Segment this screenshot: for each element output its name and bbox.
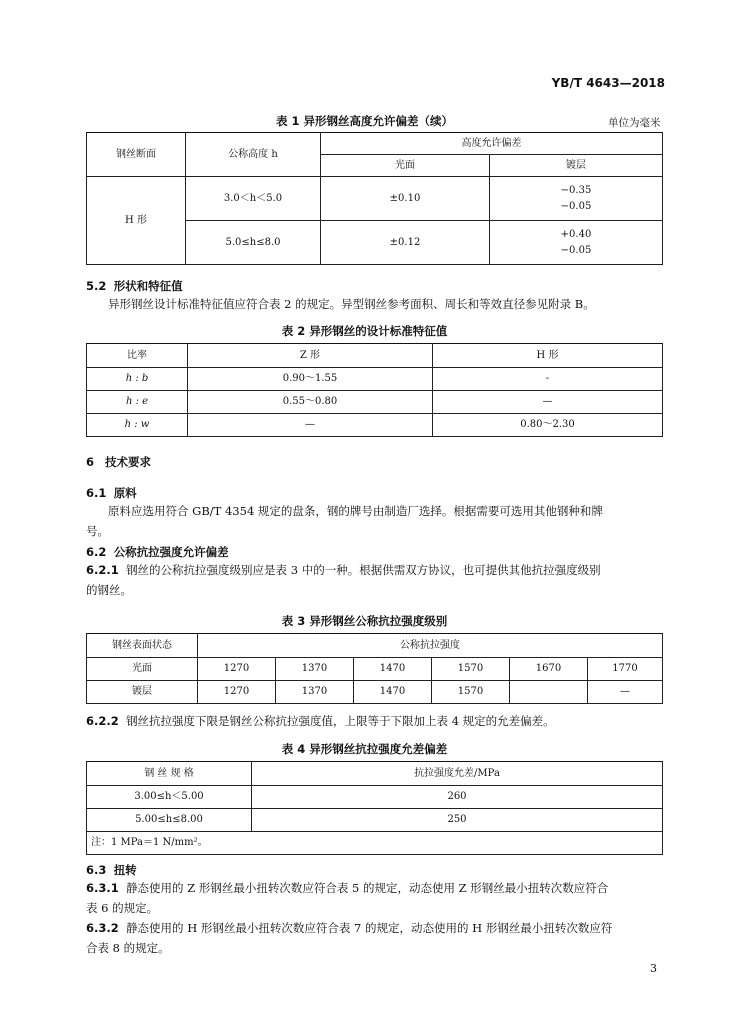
section-6-3-2-text-line1: 6.3.2 静态使用的 H 形钢丝最小扭转次数应符合表 7 的规定，动态使用的 H 形钢丝最小扭转次数应符 xyxy=(86,921,613,935)
table3-cell: 1470 xyxy=(354,658,432,681)
section-6-1-text-line1: 原料应选用符合 GB/T 4354 规定的盘条，钢的牌号由制造厂选择。根据需要可选用其他钢种和牌 xyxy=(108,504,603,518)
table2-row1-ratio: h : b xyxy=(87,368,188,391)
table1-row2-height: 5.0≤h≤8.0 xyxy=(186,221,321,265)
table2-row3-h: 0.80～2.30 xyxy=(433,414,663,437)
table1-caption: 表 1 异形钢丝高度允许偏差（续） xyxy=(275,114,453,128)
page-number: 3 xyxy=(650,962,657,975)
table1-header-deviation: 高度允许偏差 xyxy=(321,133,663,155)
table3-cell: 1570 xyxy=(432,658,510,681)
table2-caption: 表 2 异形钢丝的设计标准特征值 xyxy=(281,324,448,338)
section-5-2-text: 异形钢丝设计标准特征值应符合表 2 的规定。异型钢丝参考面积、周长和等效直径参见附录 B。 xyxy=(108,297,595,311)
table1 xyxy=(86,132,663,265)
table3-cell: 1270 xyxy=(198,681,276,704)
table3 xyxy=(86,633,663,704)
table1-header-smooth: 光面 xyxy=(321,155,490,177)
section-6-3-1-text-line1: 6.3.1 静态使用的 Z 形钢丝最小扭转次数应符合表 5 的规定，动态使用 Z 形钢丝最小扭转次数应符合 xyxy=(86,881,609,895)
table3-cell: 1270 xyxy=(198,658,276,681)
section-6-2-heading: 6.2 公称抗拉强度允许偏差 xyxy=(86,545,229,559)
table1-header-section: 钢丝断面 xyxy=(87,133,186,177)
table1-unit: 单位为毫米 xyxy=(608,117,661,129)
table4-note: 注：1 MPa＝1 N/mm²。 xyxy=(87,832,663,855)
table3-cell: — xyxy=(588,681,663,704)
section-6-heading: 6 技术要求 xyxy=(86,455,151,469)
table4-row1-spec: 3.00≤h＜5.00 xyxy=(87,786,252,809)
table3-cell: 1370 xyxy=(276,658,354,681)
section-6-1-heading: 6.1 原料 xyxy=(86,486,137,500)
table3-cell: 1570 xyxy=(432,681,510,704)
table2-row1-z: 0.90～1.55 xyxy=(188,368,433,391)
table1-row1-height: 3.0＜h＜5.0 xyxy=(186,177,321,221)
table4-header-tolerance: 抗拉强度允差/MPa xyxy=(252,762,663,786)
section-6-1-text-line2: 号。 xyxy=(86,524,109,538)
section-6-3-heading: 6.3 扭转 xyxy=(86,863,137,877)
table1-header-height: 公称高度 h xyxy=(186,133,321,177)
table3-header-state: 钢丝表面状态 xyxy=(87,634,198,658)
table3-cell: 1370 xyxy=(276,681,354,704)
table3-cell xyxy=(510,681,588,704)
table2-row1-h: - xyxy=(433,368,663,391)
table3-row1-state: 光面 xyxy=(87,658,198,681)
standard-number: YB/T 4643—2018 xyxy=(551,76,665,90)
table4-row1-tolerance: 260 xyxy=(252,786,663,809)
table2-header-ratio: 比率 xyxy=(87,344,188,368)
table4 xyxy=(86,761,663,855)
table1-shape: H 形 xyxy=(87,177,186,265)
table2-header-h: H 形 xyxy=(433,344,663,368)
table3-header-strength: 公称抗拉强度 xyxy=(198,634,663,658)
table1-row2-smooth: ±0.12 xyxy=(321,221,490,265)
table3-caption: 表 3 异形钢丝公称抗拉强度级别 xyxy=(281,614,448,628)
section-5-2-heading: 5.2 形状和特征值 xyxy=(86,279,183,293)
table3-cell: 1470 xyxy=(354,681,432,704)
table1-row2-coated: +0.40 −0.05 xyxy=(490,221,663,265)
section-6-2-1-text-line1: 6.2.1 钢丝的公称抗拉强度级别应是表 3 中的一种。根据供需双方协议，也可提供其他抗拉强度级别 xyxy=(86,563,601,577)
table2-row2-ratio: h : e xyxy=(87,391,188,414)
table1-row1-coated: −0.35 −0.05 xyxy=(490,177,663,221)
table3-cell: 1670 xyxy=(510,658,588,681)
section-6-2-2-text: 6.2.2 钢丝抗拉强度下限是钢丝公称抗拉强度值，上限等于下限加上表 4 规定的允差偏差。 xyxy=(86,714,555,728)
table2-row2-z: 0.55～0.80 xyxy=(188,391,433,414)
table4-row2-spec: 5.00≤h≤8.00 xyxy=(87,809,252,832)
table2 xyxy=(86,343,663,437)
table4-header-spec: 钢 丝 规 格 xyxy=(87,762,252,786)
table1-header-coated: 镀层 xyxy=(490,155,663,177)
table4-row2-tolerance: 250 xyxy=(252,809,663,832)
table1-row1-smooth: ±0.10 xyxy=(321,177,490,221)
table2-row3-z: — xyxy=(188,414,433,437)
table3-cell: 1770 xyxy=(588,658,663,681)
table3-row2-state: 镀层 xyxy=(87,681,198,704)
table4-caption: 表 4 异形钢丝抗拉强度允差偏差 xyxy=(281,742,448,756)
section-6-2-1-text-line2: 的钢丝。 xyxy=(86,583,132,597)
section-6-3-2-text-line2: 合表 8 的规定。 xyxy=(86,941,170,955)
table2-row2-h: — xyxy=(433,391,663,414)
table2-row3-ratio: h : w xyxy=(87,414,188,437)
table2-header-z: Z 形 xyxy=(188,344,433,368)
section-6-3-1-text-line2: 表 6 的规定。 xyxy=(86,901,159,915)
